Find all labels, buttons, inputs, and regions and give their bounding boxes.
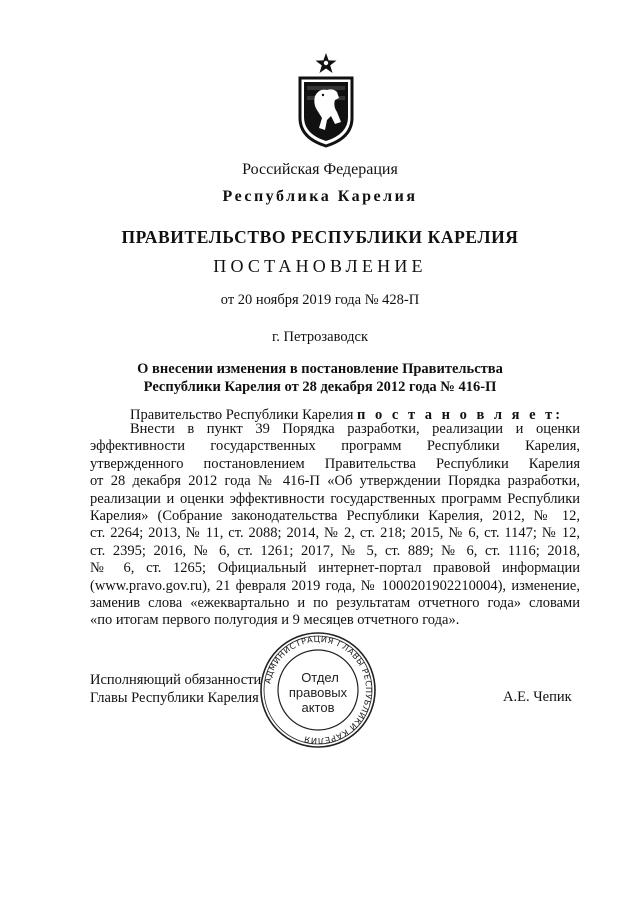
body-line: эффективности государственных программ Республики Карелия,	[90, 438, 580, 455]
body-line: заменив слова «ежеквартально и по результатам отчетного года» словами	[90, 594, 580, 611]
body-line: Внести в пункт 39 Порядка разработки, реализации и оценки	[130, 421, 580, 437]
government-title: ПРАВИТЕЛЬСТВО РЕСПУБЛИКИ КАРЕЛИЯ	[121, 227, 519, 247]
body-line: (www.pravo.gov.ru), 21 февраля 2019 года, № 1000201902210004), изменение,	[90, 577, 580, 594]
subject-line: Республики Карелия от 28 декабря 2012 года № 416-П	[143, 379, 497, 395]
body-line: Карелия» (Собрание законодательства Республики Карелия, 2012, № 12,	[90, 507, 580, 524]
body-line: ст. 2264; 2013, № 11, ст. 2088; 2014, № 2, ст. 218; 2015, № 6, ст. 1147; № 12,	[90, 525, 580, 542]
signatory-title-line: Главы Республики Карелия	[90, 690, 259, 706]
body-line: от 28 декабря 2012 года № 416-П «Об утверждении Порядка разработки,	[90, 473, 580, 490]
republic-name: Республика Карелия	[222, 188, 418, 205]
resolution-body	[90, 421, 580, 630]
signatory-title	[90, 671, 261, 707]
document-type: ПОСТАНОВЛЕНИЕ	[213, 256, 427, 276]
document-city: г. Петрозаводск	[271, 329, 369, 345]
coat-of-arms-icon	[295, 52, 357, 148]
stamp-center-line: актов	[301, 700, 335, 715]
stamp-ring-text: АДМИНИСТРАЦИЯ ГЛАВЫ РЕСПУБЛИКИ КАРЕЛИЯ	[262, 633, 375, 747]
body-line: № 6, ст. 1265; Официальный интернет-портал правовой информации	[90, 560, 580, 577]
signatory-name: А.Е. Чепик	[503, 689, 572, 705]
signatory-title-line: Исполняющий обязанности	[90, 672, 262, 688]
country-name: Российская Федерация	[242, 161, 398, 178]
subject-line: О внесении изменения в постановление Правительства	[137, 361, 503, 377]
document-date-number: от 20 ноября 2019 года № 428-П	[220, 292, 420, 308]
body-line: ст. 2395; 2016, № 6, ст. 1261; 2017, № 5, ст. 889; № 6, ст. 1116; 2018,	[90, 542, 580, 559]
body-line: «по итогам первого полугодия и 9 месяцев отчетного года».	[90, 612, 460, 629]
official-stamp	[258, 630, 378, 750]
stamp-center-line: Отдел	[301, 670, 339, 685]
stamp-center-line: правовых	[288, 685, 348, 700]
body-line: утвержденного постановлением Правительства Республики Карелия	[90, 455, 580, 472]
preamble-prefix: Правительство Республики Карелия	[130, 407, 358, 423]
document-subject	[0, 360, 640, 396]
body-line: реализации и оценки эффективности государственных программ Республики	[90, 490, 580, 507]
preamble-verb: п о с т а н о в л я е т:	[357, 407, 564, 423]
